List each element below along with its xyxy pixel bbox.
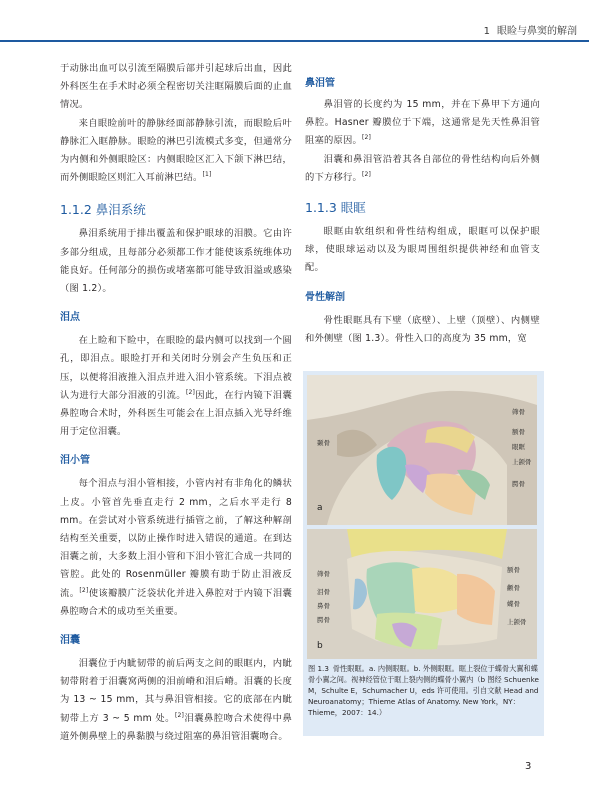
skull-lateral-illustration	[307, 529, 537, 659]
label-temporal: 颞骨	[317, 439, 330, 447]
panel-letter-b: b	[317, 641, 323, 651]
label-a-3: 上颌骨	[512, 458, 532, 466]
paragraph	[60, 475, 292, 621]
citation: [2]	[361, 134, 372, 142]
citation: [2]	[79, 586, 89, 594]
paragraph-text: 因此，在行内镜下泪囊鼻腔吻合术时，外科医生可能会在上泪点插入光导纤维用于定位泪囊。	[60, 389, 292, 438]
left-column	[60, 60, 292, 746]
label-b-left-2: 鼻骨	[317, 602, 330, 610]
paragraph: 鼻泪系统用于排出覆盖和保护眼球的泪膜。它由许多部分组成，且每部分必须都工作才能使该系统维体功能良好。任何部分的损伤或堵塞都可能导致泪溢或感染（图 1.2）。	[60, 228, 292, 295]
figure-number: 图 1.3	[308, 664, 329, 673]
paragraph-text: 鼻泪管的长度约为 15 mm，并在下鼻甲下方通向鼻腔。Hasner 瓣膜位于下端，这通常是先天性鼻泪管阻塞的原因。	[305, 99, 540, 147]
label-b-right-0: 额骨	[507, 566, 520, 574]
panel-letter-a: a	[317, 503, 323, 513]
figure-caption	[308, 663, 540, 718]
page-number: 3	[525, 761, 532, 772]
paragraph: 于动脉出血可以引流至隔膜后部并引起球后出血，因此外科医生在手术时必须全程密切关注眶隔膜后面的止血情况。	[60, 63, 292, 111]
paragraph-text: 来自眼睑前叶的静脉经面部静脉引流，而眼睑后叶静脉汇入眶静脉。眼睑的淋巴引流模式多变，但通常分为内侧和外侧眼睑区：内侧眼睑区汇入下颌下淋巴结，而外侧眼睑区则汇入耳前淋巴结。	[60, 117, 292, 184]
chapter-title: 眼睑与鼻窦的解剖	[497, 26, 577, 37]
caption-text: 骨性眼眶。a. 内侧眼眶。b. 外侧眼眶。眶上裂位于蝶骨大翼和蝶骨小翼之间。视神经管位于眶上裂内侧的蝶骨小翼内（b 图经 Schuenke M，Schulte E，Schumacher U，eds 许可使用。引自文献 Head and Neuroanatomy；Thieme Atlas of Anatomy. New York，NY：Thieme，2007：14.）	[308, 664, 539, 717]
subsection-heading: 泪囊	[60, 635, 80, 647]
paragraph	[305, 151, 540, 187]
paragraph	[305, 96, 540, 151]
right-column	[305, 60, 540, 348]
citation: [2]	[361, 170, 372, 178]
skull-medial-illustration	[307, 375, 537, 525]
label-b-right-1: 颧骨	[507, 584, 520, 592]
citation: [1]	[202, 171, 212, 179]
paragraph-text: 使该瓣膜广泛袋状化并进入鼻腔对于内镜下泪囊鼻腔吻合术的成功至关重要。	[60, 587, 293, 617]
paragraph-text: 泪囊鼻腔吻合术使得中鼻道外侧鼻壁上的鼻黏膜与绕过阻塞的鼻泪管泪囊吻合。	[60, 712, 292, 742]
citation: [2]	[174, 711, 185, 719]
subsection-heading: 骨性解剖	[305, 291, 345, 303]
paragraph	[60, 655, 292, 746]
paragraph-text: 每个泪点与泪小管相接，小管内衬有非角化的鳞状上皮。小管首先垂直走行 2 mm，之后水平走行 8 mm。在尝试对小管系统进行插管之前，了解这种解剖结构至关重要，以防止操作时进入错误的通道。在到达泪囊之前，大多数上泪小管和下泪小管汇合成一共同的管腔。此处的 Rosenmüller 瓣膜有助于防止泪液反流。	[60, 478, 292, 599]
label-b-right-3: 上颌骨	[507, 618, 527, 626]
section-heading: 1.1.2 鼻泪系统	[60, 202, 146, 218]
citation: [2]	[185, 388, 196, 396]
figure-panel-b	[307, 529, 537, 659]
label-a-4: 腭骨	[512, 480, 525, 488]
label-a-0: 筛骨	[512, 408, 525, 416]
paragraph: 骨性眼眶具有下壁（底壁）、上壁（顶壁）、内侧壁和外侧壁（图 1.3）。骨性入口的高度为 35 mm，宽	[305, 314, 540, 344]
paragraph-text: 泪囊位于内眦韧带的前后两支之间的眼眶内，内眦韧带附着于泪囊窝两侧的泪前嵴和泪后嵴。泪囊的长度为 13 ~ 15 mm，其与鼻泪管相接。它的底部在内眦韧带上方 3 ~ 5 mm 处。	[60, 658, 292, 724]
label-b-left-1: 泪骨	[317, 588, 330, 596]
label-b-left-0: 筛骨	[317, 570, 330, 578]
paragraph	[60, 332, 292, 441]
figure-panel-a	[307, 375, 537, 525]
section-heading: 1.1.3 眼眶	[305, 200, 366, 216]
subsection-heading: 鼻泪管	[305, 78, 335, 89]
chapter-number: 1	[483, 26, 490, 37]
running-header	[484, 22, 577, 37]
label-b-left-3: 腭骨	[317, 616, 330, 624]
paragraph-text: 泪囊和鼻泪管沿着其各自部位的骨性结构向后外侧的下方移行。	[305, 153, 540, 183]
header-rule	[0, 40, 589, 42]
paragraph-text: 在上睑和下睑中，在眼睑的最内侧可以找到一个圆孔，即泪点。眼睑打开和关闭时分别会产生负压和正压，以便将泪液推入泪点并进入泪小管系统。下泪点被认为进行大部分泪液的引流。	[60, 335, 292, 401]
paragraph: 眼眶由软组织和骨性结构组成，眼眶可以保护眼球，使眼球运动以及为眼周围组织提供神经和血管支配。	[305, 226, 540, 274]
subsection-heading: 泪点	[60, 312, 80, 324]
subsection-heading: 泪小管	[60, 455, 90, 467]
label-a-1: 额骨	[512, 428, 525, 436]
paragraph	[60, 115, 292, 188]
label-a-2: 眼眶	[512, 443, 525, 451]
label-b-right-2: 蝶骨	[507, 600, 520, 608]
figure-1-3	[303, 371, 544, 736]
